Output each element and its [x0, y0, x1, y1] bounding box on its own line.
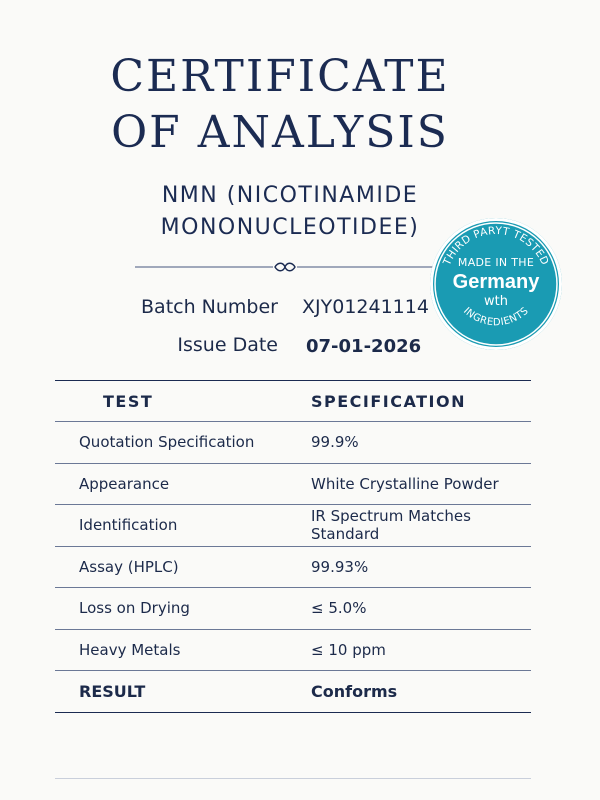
issue-date-value: 07-01-2026	[306, 336, 422, 357]
test-specification: 99.9%	[311, 422, 531, 464]
test-name: Heavy Metals	[55, 629, 311, 671]
table-row	[55, 588, 531, 630]
test-name: Quotation Specification	[55, 422, 311, 464]
result-value: Conforms	[311, 671, 531, 713]
result-label: RESULT	[55, 671, 311, 713]
bottom-divider	[55, 778, 531, 779]
table-row	[55, 546, 531, 588]
table-row	[55, 422, 531, 464]
badge-ring-bottom-text: INGREDIENTS	[461, 305, 531, 329]
table-row	[55, 629, 531, 671]
test-specification: White Crystalline Powder	[311, 463, 531, 505]
test-name: Loss on Drying	[55, 588, 311, 630]
test-name: Assay (HPLC)	[55, 546, 311, 588]
title-line-1: CERTIFICATE	[110, 51, 450, 102]
batch-number-label: Batch Number	[141, 296, 278, 318]
badge-ring-top-text: THIRD PARYT TESTED	[441, 224, 551, 268]
column-header-specification: SPECIFICATION	[311, 381, 531, 422]
badge-country-text: Germany	[452, 271, 540, 293]
badge-made-in-text: MADE IN THE	[457, 256, 535, 269]
test-specification: IR Spectrum Matches Standard	[311, 505, 531, 547]
batch-number-value: XJY01241114	[302, 296, 429, 318]
column-header-test: TEST	[55, 381, 311, 422]
table-header-row	[55, 381, 531, 422]
title-line-2: OF ANALYSIS	[111, 107, 449, 158]
test-name: Identification	[55, 505, 311, 547]
badge-center	[442, 256, 550, 310]
product-name-line-1: NMN (NICOTINAMIDE	[161, 183, 419, 208]
test-results-table	[55, 380, 531, 713]
test-specification: ≤ 5.0%	[311, 588, 531, 630]
ornamental-divider	[135, 262, 435, 272]
test-specification: 99.93%	[311, 546, 531, 588]
table-row	[55, 463, 531, 505]
table-row	[55, 505, 531, 547]
made-in-germany-badge	[430, 218, 562, 350]
issue-date-label: Issue Date	[177, 334, 278, 356]
badge-wth-text: wth	[484, 294, 508, 309]
result-row	[55, 671, 531, 713]
product-name-line-2: MONONUCLEOTIDEE)	[160, 215, 420, 240]
test-name: Appearance	[55, 463, 311, 505]
test-specification: ≤ 10 ppm	[311, 629, 531, 671]
